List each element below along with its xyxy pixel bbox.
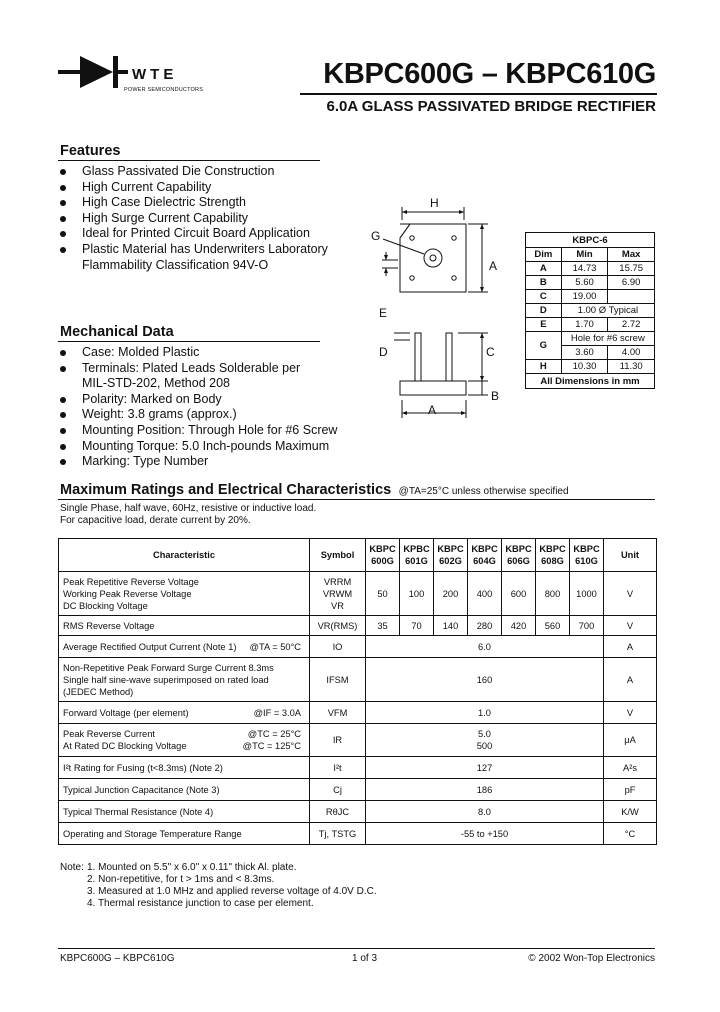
ratings-title: Maximum Ratings and Electrical Characteristics [60, 482, 392, 498]
dim-label-a-side: A [428, 403, 437, 417]
unit-cell: A²s [604, 757, 657, 779]
table-row: C 19.00 [526, 290, 655, 304]
list-item: High Surge Current Capability [58, 211, 358, 227]
dimensions-footer: All Dimensions in mm [526, 374, 655, 389]
ratings-note-1: Single Phase, half wave, 60Hz, resistive or inductive load. [60, 503, 317, 514]
characteristic-cell: Peak Repetitive Reverse Voltage Working Peak Reverse Voltage DC Blocking Voltage [59, 572, 310, 616]
characteristic-cell: Typical Thermal Resistance (Note 4) [59, 801, 310, 823]
characteristic-cell: Operating and Storage Temperature Range [59, 823, 310, 845]
characteristic-cell: I²t Rating for Fusing (t<8.3ms) (Note 2) [59, 757, 310, 779]
part-header: KBPC 606G [502, 539, 536, 572]
column-header: Min [561, 248, 608, 262]
package-name: KBPC-6 [526, 233, 655, 248]
note-item: 2. Non-repetitive, for t > 1ms and < 8.3ms. [87, 874, 275, 885]
dimensions-table [525, 232, 655, 389]
symbol-cell: VFM [310, 702, 366, 724]
list-item: Polarity: Marked on Body [58, 392, 358, 408]
characteristic-cell: Peak Reverse Current At Rated DC Blocking Voltage @TC = 25°C @TC = 125°C [59, 724, 310, 757]
footer-left: KBPC600G – KBPC610G [60, 953, 175, 964]
features-title: Features [60, 143, 121, 159]
characteristic-cell: Average Rectified Output Current (Note 1) @TA = 50°C [59, 636, 310, 658]
list-item: Plastic Material has Underwriters Laboratory [58, 242, 358, 258]
table-row: G Hole for #6 screw [526, 332, 655, 346]
dim-label-e: E [379, 306, 388, 320]
column-header: Characteristic [59, 539, 310, 572]
notes-list [87, 862, 377, 910]
value-cell: 420 [502, 616, 536, 636]
dim-label-g: G [371, 229, 381, 243]
symbol-cell: Cj [310, 779, 366, 801]
features-list [58, 164, 358, 273]
footer-copyright: © 2002 Won-Top Electronics [528, 953, 655, 964]
characteristic-cell: Typical Junction Capacitance (Note 3) [59, 779, 310, 801]
characteristics-table [58, 538, 657, 845]
ratings-divider [58, 499, 655, 500]
value-cell: 186 [366, 779, 604, 801]
part-header: KBPC 602G [434, 539, 468, 572]
table-row: H 10.30 11.30 [526, 360, 655, 374]
value-cell: 8.0 [366, 801, 604, 823]
list-item: Glass Passivated Die Construction [58, 164, 358, 180]
value-cell: 400 [468, 572, 502, 616]
table-row: 3.60 4.00 [526, 346, 655, 360]
value-cell: 800 [536, 572, 570, 616]
note-item: 1. Mounted on 5.5" x 6.0" x 0.11" thick Al. plate. [87, 862, 297, 873]
list-item: Marking: Type Number [58, 454, 358, 470]
symbol-cell: IFSM [310, 658, 366, 702]
dim-label-d: D [379, 345, 388, 359]
part-header: KPBC 601G [400, 539, 434, 572]
unit-cell: pF [604, 779, 657, 801]
logo-text: WTE [132, 66, 178, 83]
page-number: 1 of 3 [352, 953, 378, 964]
list-item: Terminals: Plated Leads Solderable per [58, 361, 358, 377]
value-cell: 700 [570, 616, 604, 636]
table-row [59, 779, 657, 801]
list-item: MIL-STD-202, Method 208 [82, 376, 230, 391]
list-item: Mounting Torque: 5.0 Inch-pounds Maximum [58, 439, 358, 455]
dim-label-a: A [489, 259, 498, 273]
table-row [59, 724, 657, 757]
unit-cell: V [604, 616, 657, 636]
footer-divider [58, 948, 655, 949]
value-cell: 1.0 [366, 702, 604, 724]
table-row [59, 616, 657, 636]
column-header: Dim [526, 248, 562, 262]
column-header: Symbol [310, 539, 366, 572]
symbol-cell: IO [310, 636, 366, 658]
unit-cell: μA [604, 724, 657, 757]
note-item: 3. Measured at 1.0 MHz and applied reverse voltage of 4.0V D.C. [87, 886, 377, 897]
value-cell: -55 to +150 [366, 823, 604, 845]
value-cell: 127 [366, 757, 604, 779]
table-row [59, 823, 657, 845]
table-row: E 1.70 2.72 [526, 318, 655, 332]
symbol-cell: IR [310, 724, 366, 757]
unit-cell: °C [604, 823, 657, 845]
page-title: KBPC600G – KBPC610G [323, 58, 656, 90]
symbol-cell: Tj, TSTG [310, 823, 366, 845]
notes-label: Note: [60, 862, 84, 873]
unit-cell: A [604, 636, 657, 658]
list-item: Mounting Position: Through Hole for #6 Screw [58, 423, 358, 439]
list-item: Flammability Classification 94V-O [82, 257, 269, 272]
unit-cell: V [604, 702, 657, 724]
table-header-row [59, 539, 657, 572]
features-divider [58, 160, 320, 161]
list-item: High Case Dielectric Strength [58, 195, 358, 211]
value-cell: 35 [366, 616, 400, 636]
list-item: Ideal for Printed Circuit Board Application [58, 226, 358, 242]
characteristic-cell: RMS Reverse Voltage [59, 616, 310, 636]
value-cell: 600 [502, 572, 536, 616]
dim-label-c: C [486, 345, 495, 359]
value-cell: 50 [366, 572, 400, 616]
value-cell: 5.0 500 [366, 724, 604, 757]
logo-tagline: POWER SEMICONDUCTORS [124, 87, 204, 93]
table-row: B 5.60 6.90 [526, 276, 655, 290]
part-header: KBPC 610G [570, 539, 604, 572]
characteristics-body [59, 539, 657, 845]
value-cell: 70 [400, 616, 434, 636]
table-row [59, 801, 657, 823]
list-item: Case: Molded Plastic [58, 345, 358, 361]
table-row [59, 572, 657, 616]
table-row [59, 658, 657, 702]
characteristic-cell: Forward Voltage (per element) @IF = 3.0A [59, 702, 310, 724]
table-row: A 14.73 15.75 [526, 262, 655, 276]
ratings-condition: @TA=25°C unless otherwise specified [398, 486, 569, 497]
mechanical-title: Mechanical Data [60, 324, 174, 340]
value-cell: 1000 [570, 572, 604, 616]
unit-cell: K/W [604, 801, 657, 823]
part-header: KBPC 600G [366, 539, 400, 572]
value-cell: 280 [468, 616, 502, 636]
package-outline-diagram [370, 192, 510, 432]
title-divider [300, 93, 657, 95]
mechanical-list [58, 345, 358, 470]
table-row: D 1.00 Ø Typical [526, 304, 655, 318]
unit-cell: A [604, 658, 657, 702]
table-row [59, 702, 657, 724]
symbol-cell: RθJC [310, 801, 366, 823]
ratings-note-2: For capacitive load, derate current by 20%. [60, 515, 251, 526]
value-cell: 140 [434, 616, 468, 636]
symbol-cell: VR(RMS) [310, 616, 366, 636]
characteristic-cell: Non-Repetitive Peak Forward Surge Current 8.3ms Single half sine-wave superimposed on rated load (JEDEC Method) [59, 658, 310, 702]
table-row [59, 757, 657, 779]
dim-label-h: H [430, 196, 439, 210]
value-cell: 200 [434, 572, 468, 616]
value-cell: 6.0 [366, 636, 604, 658]
page-subtitle: 6.0A GLASS PASSIVATED BRIDGE RECTIFIER [326, 98, 656, 115]
column-header: Unit [604, 539, 657, 572]
symbol-cell: VRRM VRWM VR [310, 572, 366, 616]
part-header: KBPC 604G [468, 539, 502, 572]
mechanical-divider [58, 341, 320, 342]
table-row [59, 636, 657, 658]
list-item: Weight: 3.8 grams (approx.) [58, 407, 358, 423]
part-header: KBPC 608G [536, 539, 570, 572]
note-item: 4. Thermal resistance junction to case per element. [87, 898, 314, 909]
unit-cell: V [604, 572, 657, 616]
value-cell: 160 [366, 658, 604, 702]
value-cell: 100 [400, 572, 434, 616]
ratings-heading [60, 481, 569, 499]
value-cell: 560 [536, 616, 570, 636]
list-item: High Current Capability [58, 180, 358, 196]
dim-label-b: B [491, 389, 500, 403]
column-header: Max [608, 248, 655, 262]
symbol-cell: I²t [310, 757, 366, 779]
